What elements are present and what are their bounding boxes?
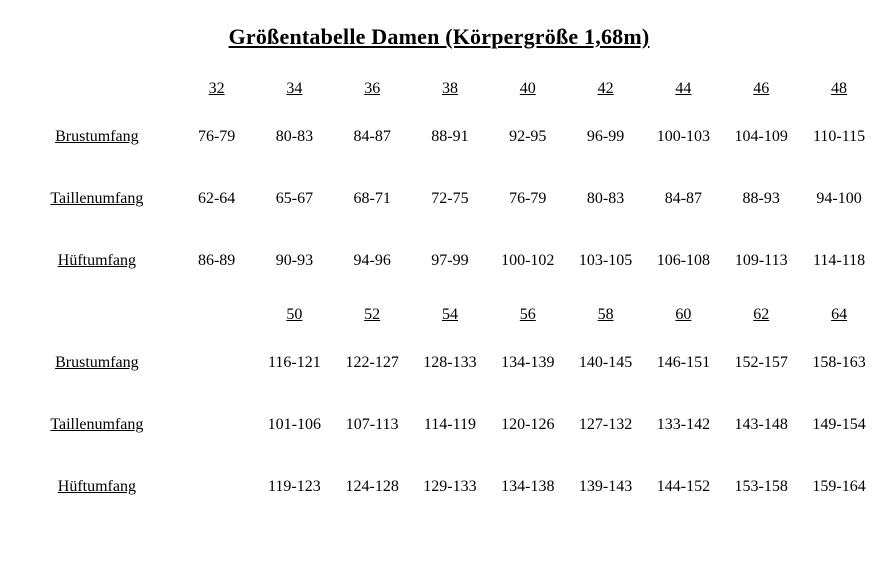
row-label-brustumfang: Brustumfang: [55, 354, 139, 371]
cell-value: 114-118: [812, 252, 866, 269]
cell-value: 109-113: [734, 252, 788, 269]
size-header-40: 40: [519, 80, 536, 97]
cell-value: [178, 456, 256, 518]
cell-value: 65-67: [275, 190, 314, 207]
size-header-64: 64: [831, 306, 848, 323]
cell-value: 153-158: [734, 478, 788, 495]
cell-value: 84-87: [664, 190, 703, 207]
cell-value: 72-75: [431, 190, 469, 207]
cell-value: 80-83: [586, 190, 625, 207]
cell-value: 149-154: [812, 416, 866, 433]
cell-value: 134-139: [501, 354, 555, 371]
cell-value: [178, 332, 256, 394]
size-table-block-1: [8, 72, 878, 292]
cell-value: [178, 394, 256, 456]
size-header-48: 48: [831, 80, 848, 97]
cell-value: 159-164: [812, 478, 866, 495]
cell-value: 144-152: [656, 478, 711, 495]
cell-value: 84-87: [353, 128, 391, 145]
cell-value: 140-145: [578, 354, 633, 371]
cell-value: 116-121: [267, 354, 321, 371]
size-header-36: 36: [364, 80, 381, 97]
cell-value: 114-119: [423, 416, 477, 433]
cell-value: 86-89: [197, 252, 236, 269]
cell-value: 127-132: [578, 416, 633, 433]
cell-value: 129-133: [423, 478, 477, 495]
cell-value: 133-142: [656, 416, 711, 433]
cell-value: 92-95: [509, 128, 547, 145]
size-chart-page: [0, 24, 878, 564]
row-label-taillenumfang: Taillenumfang: [50, 416, 144, 433]
cell-value: 88-93: [742, 190, 780, 207]
cell-value: 106-108: [656, 252, 711, 269]
cell-value: 152-157: [734, 354, 788, 371]
row-label-brustumfang: Brustumfang: [55, 128, 139, 145]
size-header-56: 56: [519, 306, 536, 323]
size-header-42: 42: [597, 80, 614, 97]
cell-value: 76-79: [197, 128, 236, 145]
size-header-empty: [178, 298, 256, 332]
table-row: [8, 168, 878, 230]
size-header-46: 46: [753, 80, 770, 97]
cell-value: 143-148: [734, 416, 788, 433]
table-row: [8, 106, 878, 168]
cell-value: 94-100: [816, 190, 862, 207]
size-header-34: 34: [286, 80, 303, 97]
cell-value: 101-106: [267, 416, 321, 433]
size-header-58: 58: [597, 306, 614, 323]
page-title: Größentabelle Damen (Körpergröße 1,68m): [228, 24, 650, 49]
size-header-32: 32: [208, 80, 225, 97]
size-header-50: 50: [286, 306, 303, 323]
cell-value: 122-127: [345, 354, 399, 371]
size-header-52: 52: [364, 306, 381, 323]
size-header-60: 60: [675, 306, 692, 323]
cell-value: 107-113: [345, 416, 399, 433]
cell-value: 68-71: [353, 190, 391, 207]
cell-value: 76-79: [509, 190, 547, 207]
size-table-block-2: [8, 298, 878, 518]
table-header-row-2: [8, 298, 878, 332]
size-header-54: 54: [441, 306, 458, 323]
cell-value: 96-99: [586, 128, 625, 145]
table-row: [8, 456, 878, 518]
cell-value: 119-123: [267, 478, 321, 495]
cell-value: 62-64: [197, 190, 236, 207]
cell-value: 124-128: [345, 478, 399, 495]
cell-value: 139-143: [578, 478, 633, 495]
cell-value: 97-99: [431, 252, 469, 269]
cell-value: 134-138: [501, 478, 555, 495]
cell-value: 110-115: [812, 128, 866, 145]
table-header-row-1: [8, 72, 878, 106]
table-row: [8, 230, 878, 292]
header-corner-cell: [8, 298, 178, 332]
cell-value: 128-133: [423, 354, 477, 371]
table-row: [8, 332, 878, 394]
size-header-44: 44: [675, 80, 692, 97]
cell-value: 88-91: [431, 128, 469, 145]
row-label-hueftumfang: Hüftumfang: [57, 478, 136, 495]
cell-value: 120-126: [501, 416, 555, 433]
row-label-taillenumfang: Taillenumfang: [50, 190, 144, 207]
cell-value: 104-109: [734, 128, 788, 145]
cell-value: 158-163: [812, 354, 866, 371]
row-label-hueftumfang: Hüftumfang: [57, 252, 136, 269]
cell-value: 103-105: [578, 252, 633, 269]
cell-value: 90-93: [275, 252, 314, 269]
cell-value: 146-151: [656, 354, 711, 371]
cell-value: 100-103: [656, 128, 711, 145]
header-corner-cell: [8, 72, 178, 106]
cell-value: 80-83: [275, 128, 314, 145]
size-header-62: 62: [753, 306, 770, 323]
size-header-38: 38: [441, 80, 458, 97]
table-row: [8, 394, 878, 456]
cell-value: 100-102: [501, 252, 555, 269]
cell-value: 94-96: [353, 252, 391, 269]
